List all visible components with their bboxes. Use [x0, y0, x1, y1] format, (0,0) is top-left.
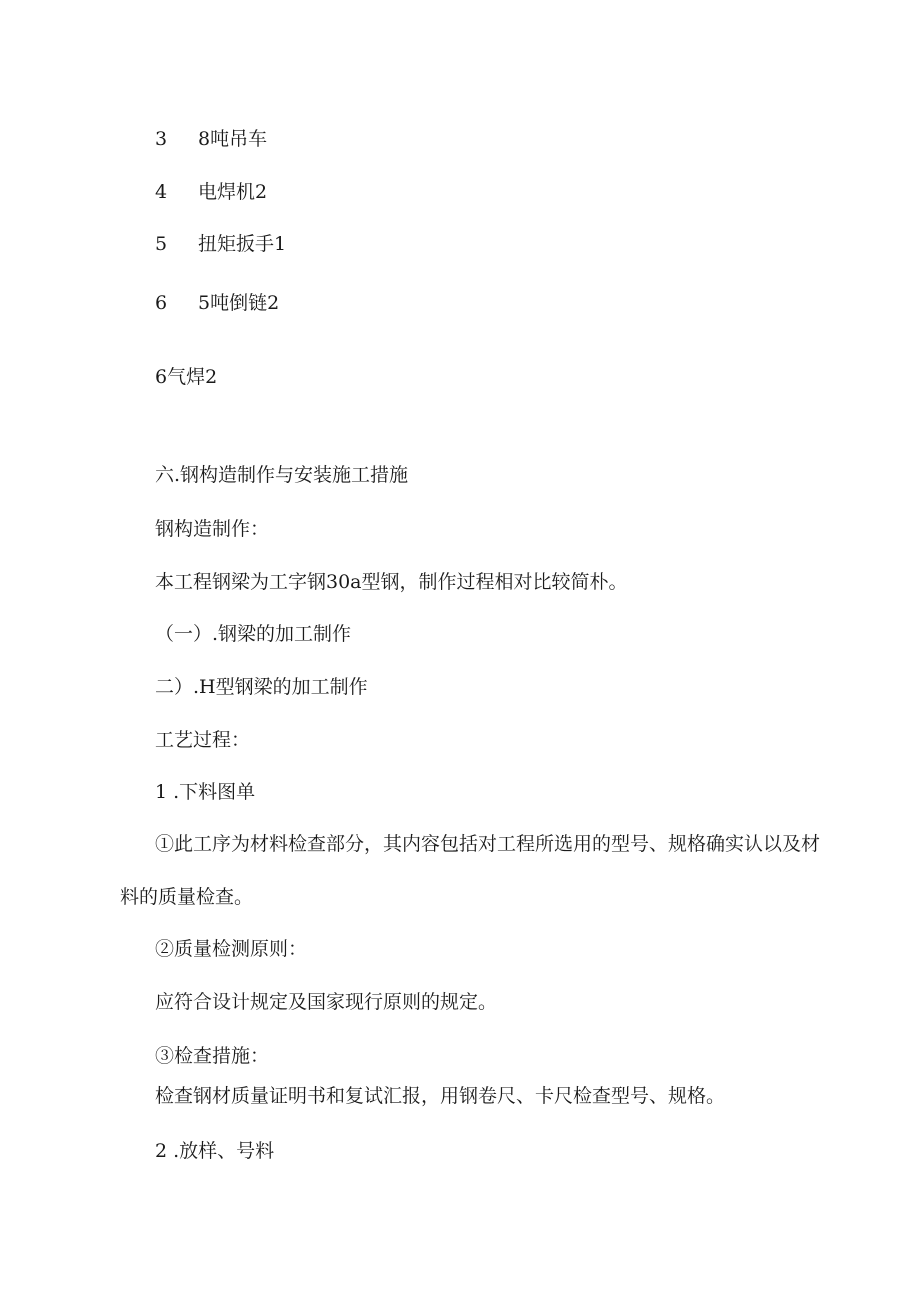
quality-standard-text: 应符合设计规定及国家现行原则的规定。 [155, 991, 498, 1013]
section-heading: 六.钢构造制作与安装施工措施 [155, 464, 409, 486]
intro-paragraph: 本工程钢梁为工字钢30a型钢，制作过程相对比较简朴。 [155, 571, 628, 593]
equipment-number: 5 [155, 233, 168, 255]
equipment-item: 8吨吊车 [198, 128, 268, 150]
inspection-method-label: ③检查措施： [155, 1045, 270, 1067]
equipment-item: 5吨倒链2 [198, 292, 280, 314]
equipment-number: 6 [155, 292, 168, 314]
quality-standard-label: ②质量检测原则： [155, 938, 308, 960]
equipment-number: 4 [155, 181, 168, 203]
sub-heading: 钢构造制作： [155, 518, 270, 540]
process-label: 工艺过程： [155, 729, 251, 751]
equipment-extra-item: 6气焊2 [155, 366, 218, 388]
equipment-number: 3 [155, 128, 168, 150]
part-one-heading: （一）.钢梁的加工制作 [155, 623, 352, 645]
equipment-item: 电焊机2 [198, 181, 268, 203]
inspection-method-text: 检查钢材质量证明书和复试汇报，用钢卷尺、卡尺检查型号、规格。 [155, 1085, 726, 1107]
step-two-heading: 2 .放样、号料 [155, 1140, 275, 1162]
part-two-heading: 二）.H型钢梁的加工制作 [155, 676, 368, 698]
equipment-item: 扭矩扳手1 [198, 233, 287, 255]
step-one-description: ①此工序为材料检查部分，其内容包括对工程所选用的型号、规格确实认以及材 [155, 833, 821, 855]
step-one-heading: 1 .下料图单 [155, 781, 256, 803]
step-one-description-continued: 料的质量检查。 [120, 886, 254, 908]
